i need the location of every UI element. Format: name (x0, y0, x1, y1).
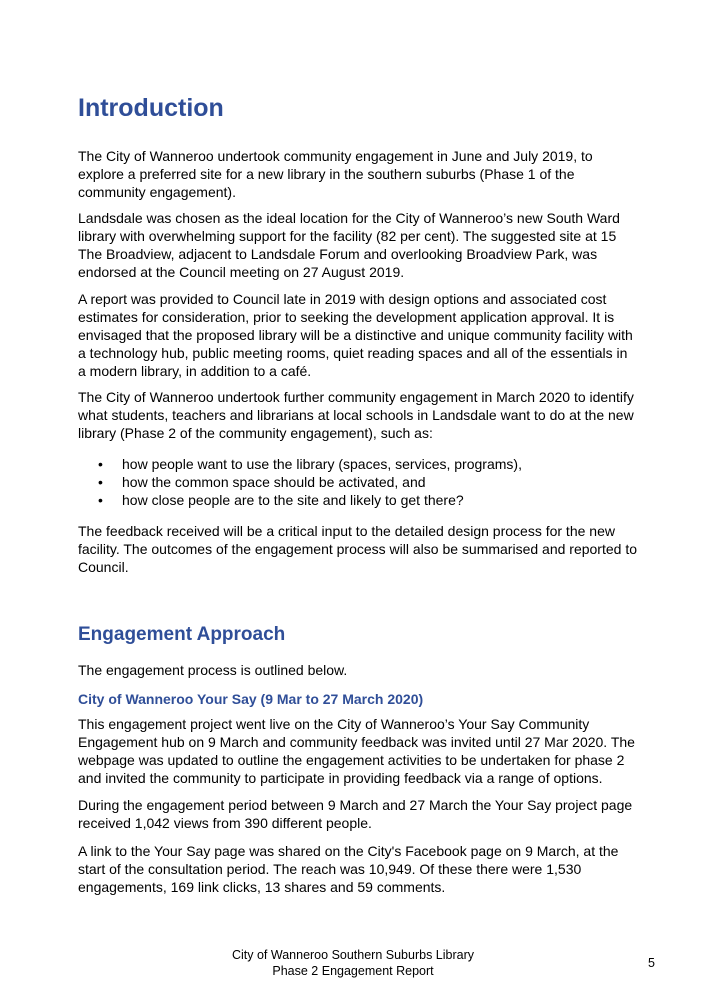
intro-bullet-list (78, 455, 638, 509)
list-item: • how close people are to the site and likely to get there? (78, 491, 638, 509)
engagement-lead-paragraph: The engagement process is outlined below. (78, 662, 348, 678)
intro-paragraph-4: The City of Wanneroo undertook further community engagement in March 2020 to identify what students, teachers and librarians at local schools in Landsdale want to do at the new library (Phase 2 of the community engagement), such as: (78, 389, 634, 441)
engagement-paragraph-1: This engagement project went live on the City of Wanneroo’s Your Say Community Engagement hub on 9 March and community feedback was invited until 27 Mar 2020. The webpage was updated to outline the engagement activities to be undertaken for phase 2 and invited the community to participate in providing feedback via a range of options. (78, 716, 635, 786)
list-item: • how people want to use the library (spaces, services, programs), (78, 455, 638, 473)
engagement-paragraph-2: During the engagement period between 9 March and 27 March the Your Say project page received 1,042 views from 390 different people. (78, 797, 633, 831)
footer-title-line-2: Phase 2 Engagement Report (272, 964, 434, 978)
page-number: 5 (648, 956, 655, 970)
footer-title-line-1: City of Wanneroo Southern Suburbs Library (231, 948, 475, 962)
intro-paragraph-2: Landsdale was chosen as the ideal location for the City of Wanneroo’s new South Ward library with overwhelming support for the facility (82 per cent). The suggested site at 15 The Broadview, adjacent to Landsdale Forum and overlooking Broadview Park, was endorsed at the Council meeting on 27 August 2019. (78, 210, 620, 280)
engagement-paragraph-3: A link to the Your Say page was shared on the City's Facebook page on 9 March, at the start of the consultation period. The reach was 10,949. Of these there were 1,530 engagements, 169 link clicks, 13 shares and 59 comments. (78, 843, 619, 895)
list-item: • how the common space should be activated, and (78, 473, 638, 491)
intro-closing-paragraph: The feedback received will be a critical input to the detailed design process for the new facility. The outcomes of the engagement process will also be summarised and reported to Council. (78, 523, 637, 575)
your-say-subheading: City of Wanneroo Your Say (9 Mar to 27 March 2020) (78, 691, 424, 707)
engagement-approach-heading: Engagement Approach (78, 624, 286, 645)
introduction-heading: Introduction (78, 94, 224, 122)
intro-paragraph-1: The City of Wanneroo undertook community engagement in June and July 2019, to explore a preferred site for a new library in the southern suburbs (Phase 1 of the community engagement). (78, 148, 593, 200)
footer-report-title (203, 947, 503, 979)
intro-paragraph-3: A report was provided to Council late in 2019 with design options and associated cost estimates for consideration, prior to seeking the development application approval. It is envisaged that the proposed library will be a distinctive and unique community facility with a technology hub, public meeting rooms, quiet reading spaces and all of the essentials in a modern library, in addition to a café. (78, 291, 633, 379)
